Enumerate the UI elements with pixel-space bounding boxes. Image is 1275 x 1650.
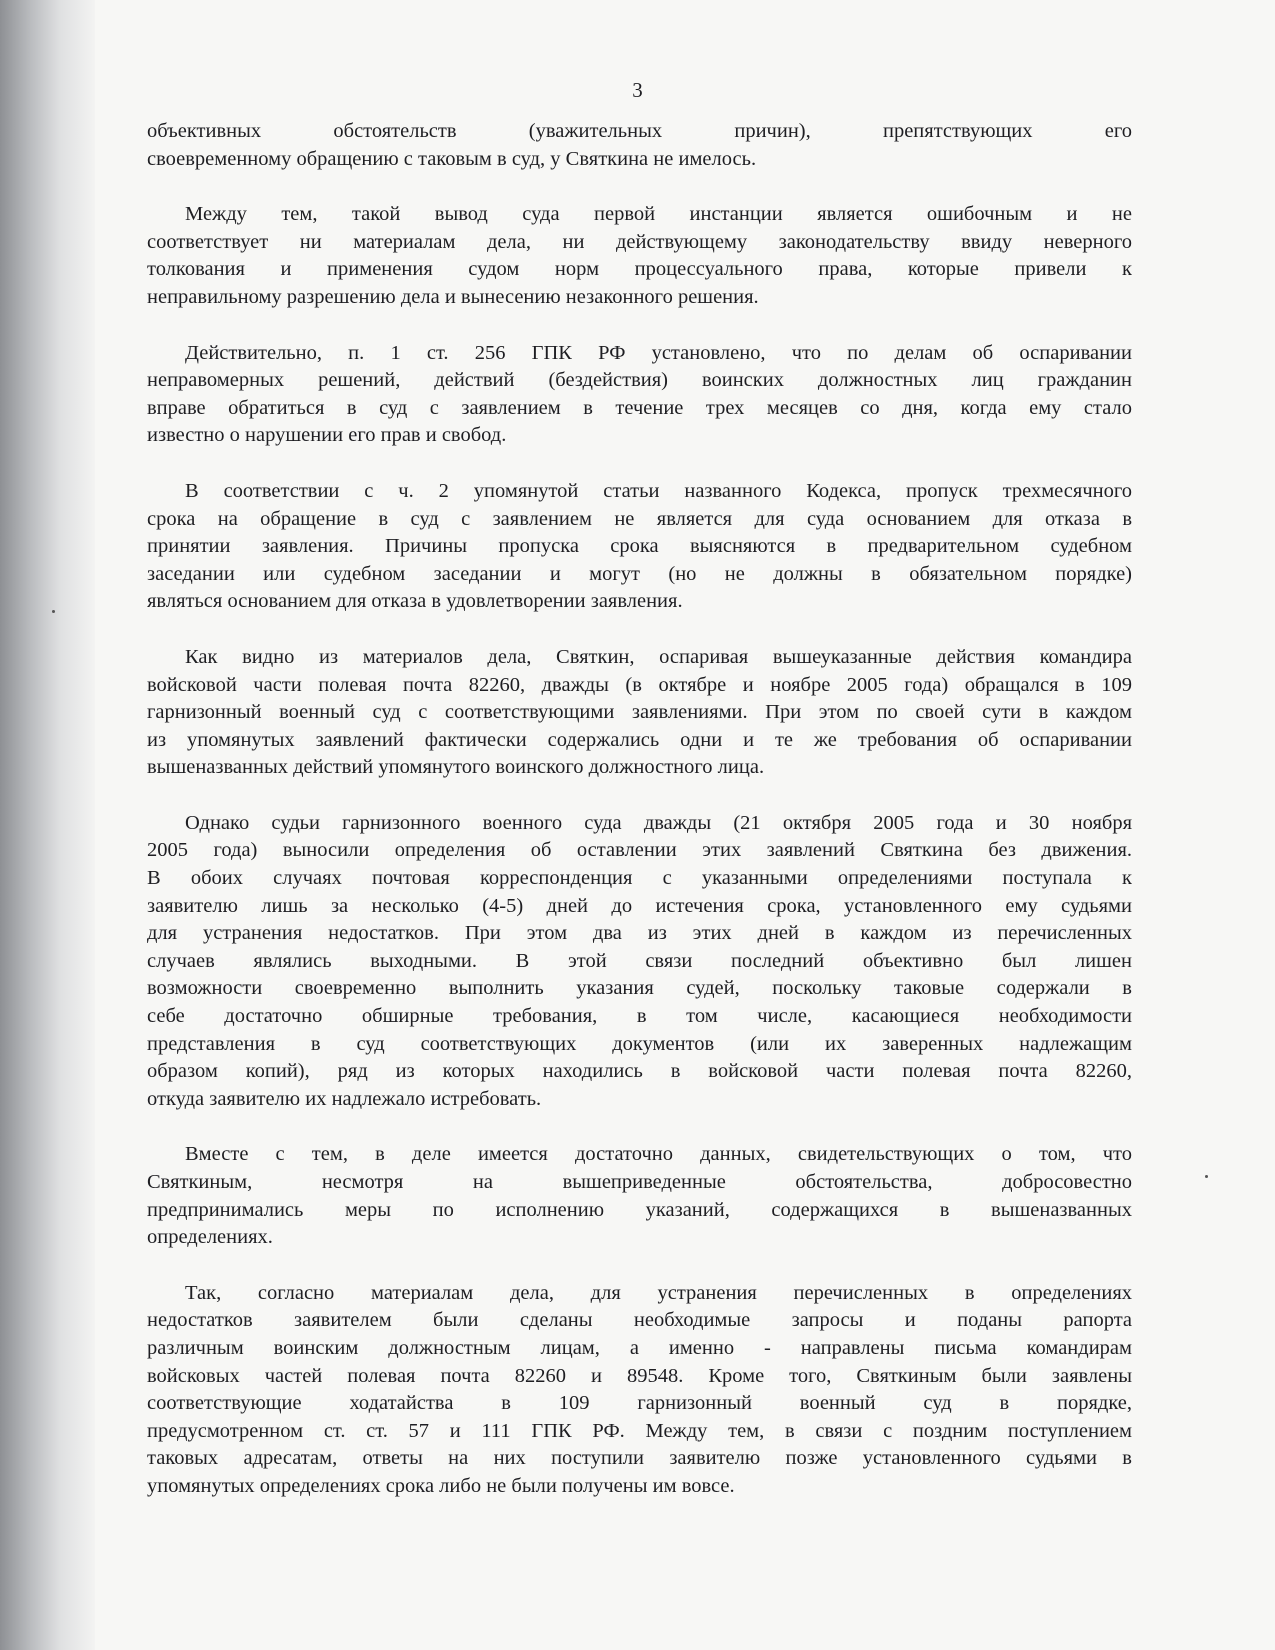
text-line: Так, согласно материалам дела, для устранения перечисленных в определениях	[185, 1281, 1132, 1304]
text-line: различным воинским должностным лицам, а именно - направлены письма командирам	[147, 1336, 1132, 1359]
text-line: предусмотренном ст. ст. 57 и 111 ГПК РФ. Между тем, в связи с поздним поступлением	[147, 1419, 1132, 1442]
text-line: гарнизонный военный суд с соответствующими заявлениями. При этом по своей сути в каждом	[147, 701, 1132, 724]
text-line: являться основанием для отказа в удовлетворении заявления.	[147, 590, 683, 613]
paragraph	[147, 340, 1132, 450]
text-line: предпринимались меры по исполнению указаний, содержащихся в вышеназванных	[147, 1198, 1132, 1221]
text-line: толкования и применения судом норм процессуального права, которые привели к	[147, 258, 1132, 281]
text-line: 2005 года) выносили определения об оставлении этих заявлений Святкина без движения.	[147, 839, 1132, 862]
text-line: заседании или судебном заседании и могут (но не должны в обязательном порядке)	[147, 562, 1132, 585]
text-line: для устранения недостатков. При этом два из этих дней в каждом из перечисленных	[147, 922, 1132, 945]
paragraph	[147, 201, 1132, 311]
text-line: образом копий), ряд из которых находились в войсковой части полевая почта 82260,	[147, 1060, 1132, 1083]
text-line: В соответствии с ч. 2 упомянутой статьи названного Кодекса, пропуск трехмесячного	[185, 479, 1132, 502]
paragraph	[147, 644, 1132, 782]
text-line: вправе обратиться в суд с заявлением в течение трех месяцев со дня, когда ему стало	[147, 396, 1132, 419]
text-line: определениях.	[147, 1226, 273, 1249]
scan-left-edge-shadow	[0, 0, 95, 1650]
document-body	[147, 118, 1132, 1529]
text-line: войсковых частей полевая почта 82260 и 89548. Кроме того, Святкиным были заявлены	[147, 1364, 1132, 1387]
text-line: срока на обращение в суд с заявлением не является для суда основанием для отказа в	[147, 507, 1132, 530]
text-line: принятии заявления. Причины пропуска срока выясняются в предварительном судебном	[147, 535, 1132, 558]
text-line: недостатков заявителем были сделаны необходимые запросы и поданы рапорта	[147, 1309, 1132, 1332]
text-line: Однако судьи гарнизонного военного суда дважды (21 октября 2005 года и 30 ноября	[185, 811, 1132, 834]
page-number: 3	[632, 78, 643, 102]
text-line: из упомянутых заявлений фактически содержались одни и те же требования об оспаривании	[147, 728, 1132, 751]
paragraph	[147, 1141, 1132, 1251]
text-line: войсковой части полевая почта 82260, дважды (в октябре и ноябре 2005 года) обращался в 109	[147, 673, 1132, 696]
text-line: себе достаточно обширные требования, в том числе, касающиеся необходимости	[147, 1005, 1132, 1028]
text-line: неправильному разрешению дела и вынесению незаконного решения.	[147, 285, 759, 308]
text-line: упомянутых определениях срока либо не были получены им вовсе.	[147, 1474, 735, 1497]
text-line: соответствующие ходатайства в 109 гарнизонный военный суд в порядке,	[147, 1392, 1132, 1415]
text-line: соответствует ни материалам дела, ни действующему законодательству ввиду неверного	[147, 230, 1132, 253]
text-line: откуда заявителю их надлежало истребовать.	[147, 1087, 542, 1110]
text-line: объективных обстоятельств (уважительных причин), препятствующих его	[147, 120, 1132, 142]
paragraph	[147, 478, 1132, 616]
text-line: известно о нарушении его прав и свобод.	[147, 424, 507, 447]
text-line: возможности своевременно выполнить указания судей, поскольку таковые содержали в	[147, 977, 1132, 1000]
paragraph	[147, 118, 1132, 173]
text-line: В обоих случаях почтовая корреспонденция с указанными определениями поступала к	[147, 867, 1132, 890]
text-line: таковых адресатам, ответы на них поступили заявителю позже установленного судьями в	[147, 1447, 1132, 1470]
text-line: представления в суд соответствующих документов (или их заверенных надлежащим	[147, 1032, 1132, 1055]
text-line: Как видно из материалов дела, Святкин, оспаривая вышеуказанные действия командира	[185, 645, 1132, 668]
text-line: своевременному обращению с таковым в суд, у Святкина не имелось.	[147, 147, 757, 170]
scan-speck	[1205, 1175, 1208, 1178]
text-line: неправомерных решений, действий (бездействия) воинских должностных лиц гражданин	[147, 369, 1132, 392]
text-line: Святкиным, несмотря на вышеприведенные обстоятельства, добросовестно	[147, 1171, 1132, 1193]
text-line: Между тем, такой вывод суда первой инстанции является ошибочным и не	[185, 203, 1132, 226]
text-line: заявителю лишь за несколько (4-5) дней до истечения срока, установленного ему судьями	[147, 894, 1132, 917]
scan-speck	[52, 610, 55, 613]
text-line: Вместе с тем, в деле имеется достаточно данных, свидетельствующих о том, что	[185, 1143, 1132, 1166]
paragraph	[147, 1280, 1132, 1501]
text-line: случаев являлись выходными. В этой связи последний объективно был лишен	[147, 949, 1132, 972]
text-line: вышеназванных действий упомянутого воинского должностного лица.	[147, 756, 765, 779]
paragraph	[147, 810, 1132, 1114]
text-line: Действительно, п. 1 ст. 256 ГПК РФ установлено, что по делам об оспаривании	[185, 341, 1132, 364]
